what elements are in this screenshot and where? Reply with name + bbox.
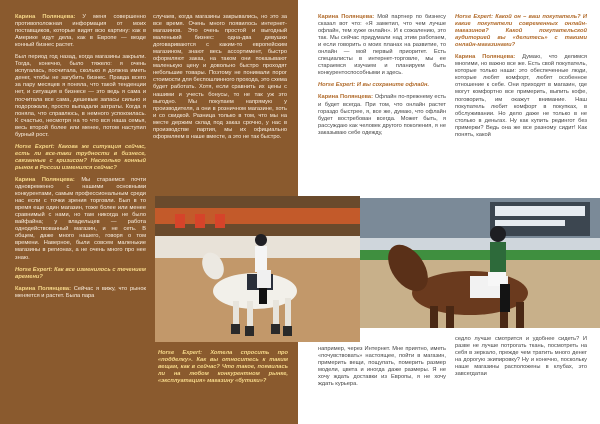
paragraph <box>15 177 146 262</box>
paragraph: Был период год назад, когда магазины закрыли. Тогда, конечно, было тяжело: я очень испугалась, посчитала, сколько я должна иметь денег, чтобы не загубить бизнес. Правда всего за пару месяцев я поняла, что такой тенденции нет, и ситуация в бизнесе — это ведь я сама и посчитала все сама, дешевые запасы сильно и подорожали, просто выпадали затраты. Когда я поняла, что справлюсь, в немного успокоилась. К счастью, несмотря на то что вся наша семья, весь второй более или менее, потом наступил бурный рост. <box>15 54 146 138</box>
paragraph: случаев, когда магазины закрывались, но это за все время. Очень много появилось интернет-магазинов. Это очень простой и выгодный маленький бизнес: одна-два девушки договариваются с каким-то европейским магазином, знают весь ассортимент, быстро оформляют заказ, на таком они показывают маленькую цену и довольно быстро проходят небольшие товары. Поэтому не понимали порог стоимости для беспошлинного прохода, это схема будет работать. Хотя, если сравнить их цены с нашими и учесть бонусы, то не так уж это выгодно. Мы покупаем напрямую у производителя, а они в розничном магазине, хоть и со скидкой. Разница только в том, что мы на месте держим склад под заказ срочно, у нас в производстве партия, мы их официально оформляем в наше вместе, а это не так быстро. <box>153 14 287 140</box>
paragraph: например, через Интернет. Мне приятно, иметь «почувствовать» настоящее, пойти в магазин, примерить вещи, пощупать, померить размер модели, цвета и иногда даже размеры. Я не хочу ждать доставки из Европы, я не хочу ждать курьера. <box>318 346 446 388</box>
paragraph-text: Офлайн по-прежнему есть и будет всегда. При том, что онлайн растет гораздо быстрее, я, все же, думаю, что офлайн будет востребован всегда. Может быть, я рассуждаю как человек другого поколения, я не заказываю себе одежду, <box>318 94 446 136</box>
article-column-left-1 <box>15 14 146 414</box>
photo-illustration <box>360 198 600 328</box>
paragraph <box>455 54 587 139</box>
article-column-right-top-1 <box>318 14 446 194</box>
speaker-name: Карина Полянцева: <box>15 285 71 292</box>
article-column-left-2 <box>153 14 287 194</box>
paragraph-text: Мой партнер по бизнесу сказал вот что: «Я заметил, что чем лучше офлайн, тем хуже онлайн». И к сожалению, это так. Мы сейчас придумали над этим работаем, и если говорить о моих планах на развитие, то онлайн — мой первый приоритет. Есть специалисты в интернет-торговле, мы ее стараемся изучаем и планируем быть конкурентоспособными и здесь. <box>318 14 446 77</box>
article-column-bottom-2 <box>455 336 587 416</box>
paragraph <box>15 14 146 49</box>
interview-question-caption <box>158 350 288 416</box>
paragraph-text: У меня совершенно противоположная информация от моих поставщиков, которые видят всю картину: как в Америке идут дела, как в Европе — везде конный бизнес растет. <box>15 14 146 49</box>
paragraph-text: Мы стараемся почти одновременно с нашими основными конкурентами, самым профессиональным среди нас если с точки зрения торговли. Был в то время еще один магазин, тоже более или менее сравнимый с нами, но там никогда не было вайфайна; у владельцев — работа однодействованный магазин, и не сеть. В общем, даже много нашего, говоря о том времени. Наверное, были совсем маленькие магазины в регионах, а не очень много про нее знаю. <box>15 176 146 261</box>
paragraph: седло лучше смотрится и удобнее сидеть? И разве не лучше потрогать ткань, посмотреть на себя в зеркало, прежде чем тратить много денег на дорогую экипировку? Ну и конечно, поскольку наше магазины расположены в клубах, это завсегдатаи <box>455 336 587 378</box>
speaker-name: Карина Полянцева: <box>15 14 76 20</box>
paragraph <box>318 94 446 136</box>
interview-question: Horse Expert: Как все изменилось с течением времени? <box>15 266 146 280</box>
photo-illustration <box>155 196 360 342</box>
paragraph-text: Думаю, что делимся многими, но важно все же. Есть свой покупатель, которые только наши: это обеспеченные люди, которые любят комфорт, любят особенное отношение к себе. Они приходят в магазин, где могут комфортно все примерить, выпить кофе, поговорить, им окажут внимание. Наш покупатель любит комфорт в покупках, в обслуживании. Но дело даже не только в не столько в деньгах. Ну как купить редингот без примерки? Ведь она же все разному сидит! Как понять, какой <box>455 54 587 138</box>
paragraph <box>15 286 146 300</box>
interview-question: Horse Expert: Хотела спросить про «подделку». Как вы относитесь к таким вещам, как в сейчас? Что такое, появилась ли на любом конкурентном рынке, «эксплуатация» магазину «бутики»? <box>158 350 288 385</box>
photo-rider-brown-horse <box>360 198 600 328</box>
interview-question: Horse Expert: И вы сохраните офлайн. <box>318 82 430 89</box>
speaker-name: Карина Полянцева: <box>455 54 516 61</box>
article-column-bottom-1 <box>318 346 446 416</box>
interview-question: Horse Expert: Какова же ситуация сейчас, есть ли все-таки трудности в бизнесе, связанные с кризисом? Насколько конный рынок в России изменился сейчас? <box>15 143 146 171</box>
speaker-name: Карина Полянцева: <box>15 176 75 183</box>
article-column-right-top-2 <box>455 14 587 194</box>
paragraph-text: Сейчас я вижу, что рынок меняется и растет. Была пара <box>15 285 146 299</box>
interview-question: Horse Expert: Какой он – ваш покупатель? И какие покупатели современных онлайн-магазинов? Какой покупательской аудиторией вы «делитесь» с такими онлайн-магазинами? <box>455 14 587 49</box>
photo-rider-white-horse <box>155 196 360 342</box>
speaker-name: Карина Полянцева: <box>318 94 373 101</box>
speaker-name: Карина Полянцева: <box>318 14 375 20</box>
paragraph <box>318 14 446 77</box>
